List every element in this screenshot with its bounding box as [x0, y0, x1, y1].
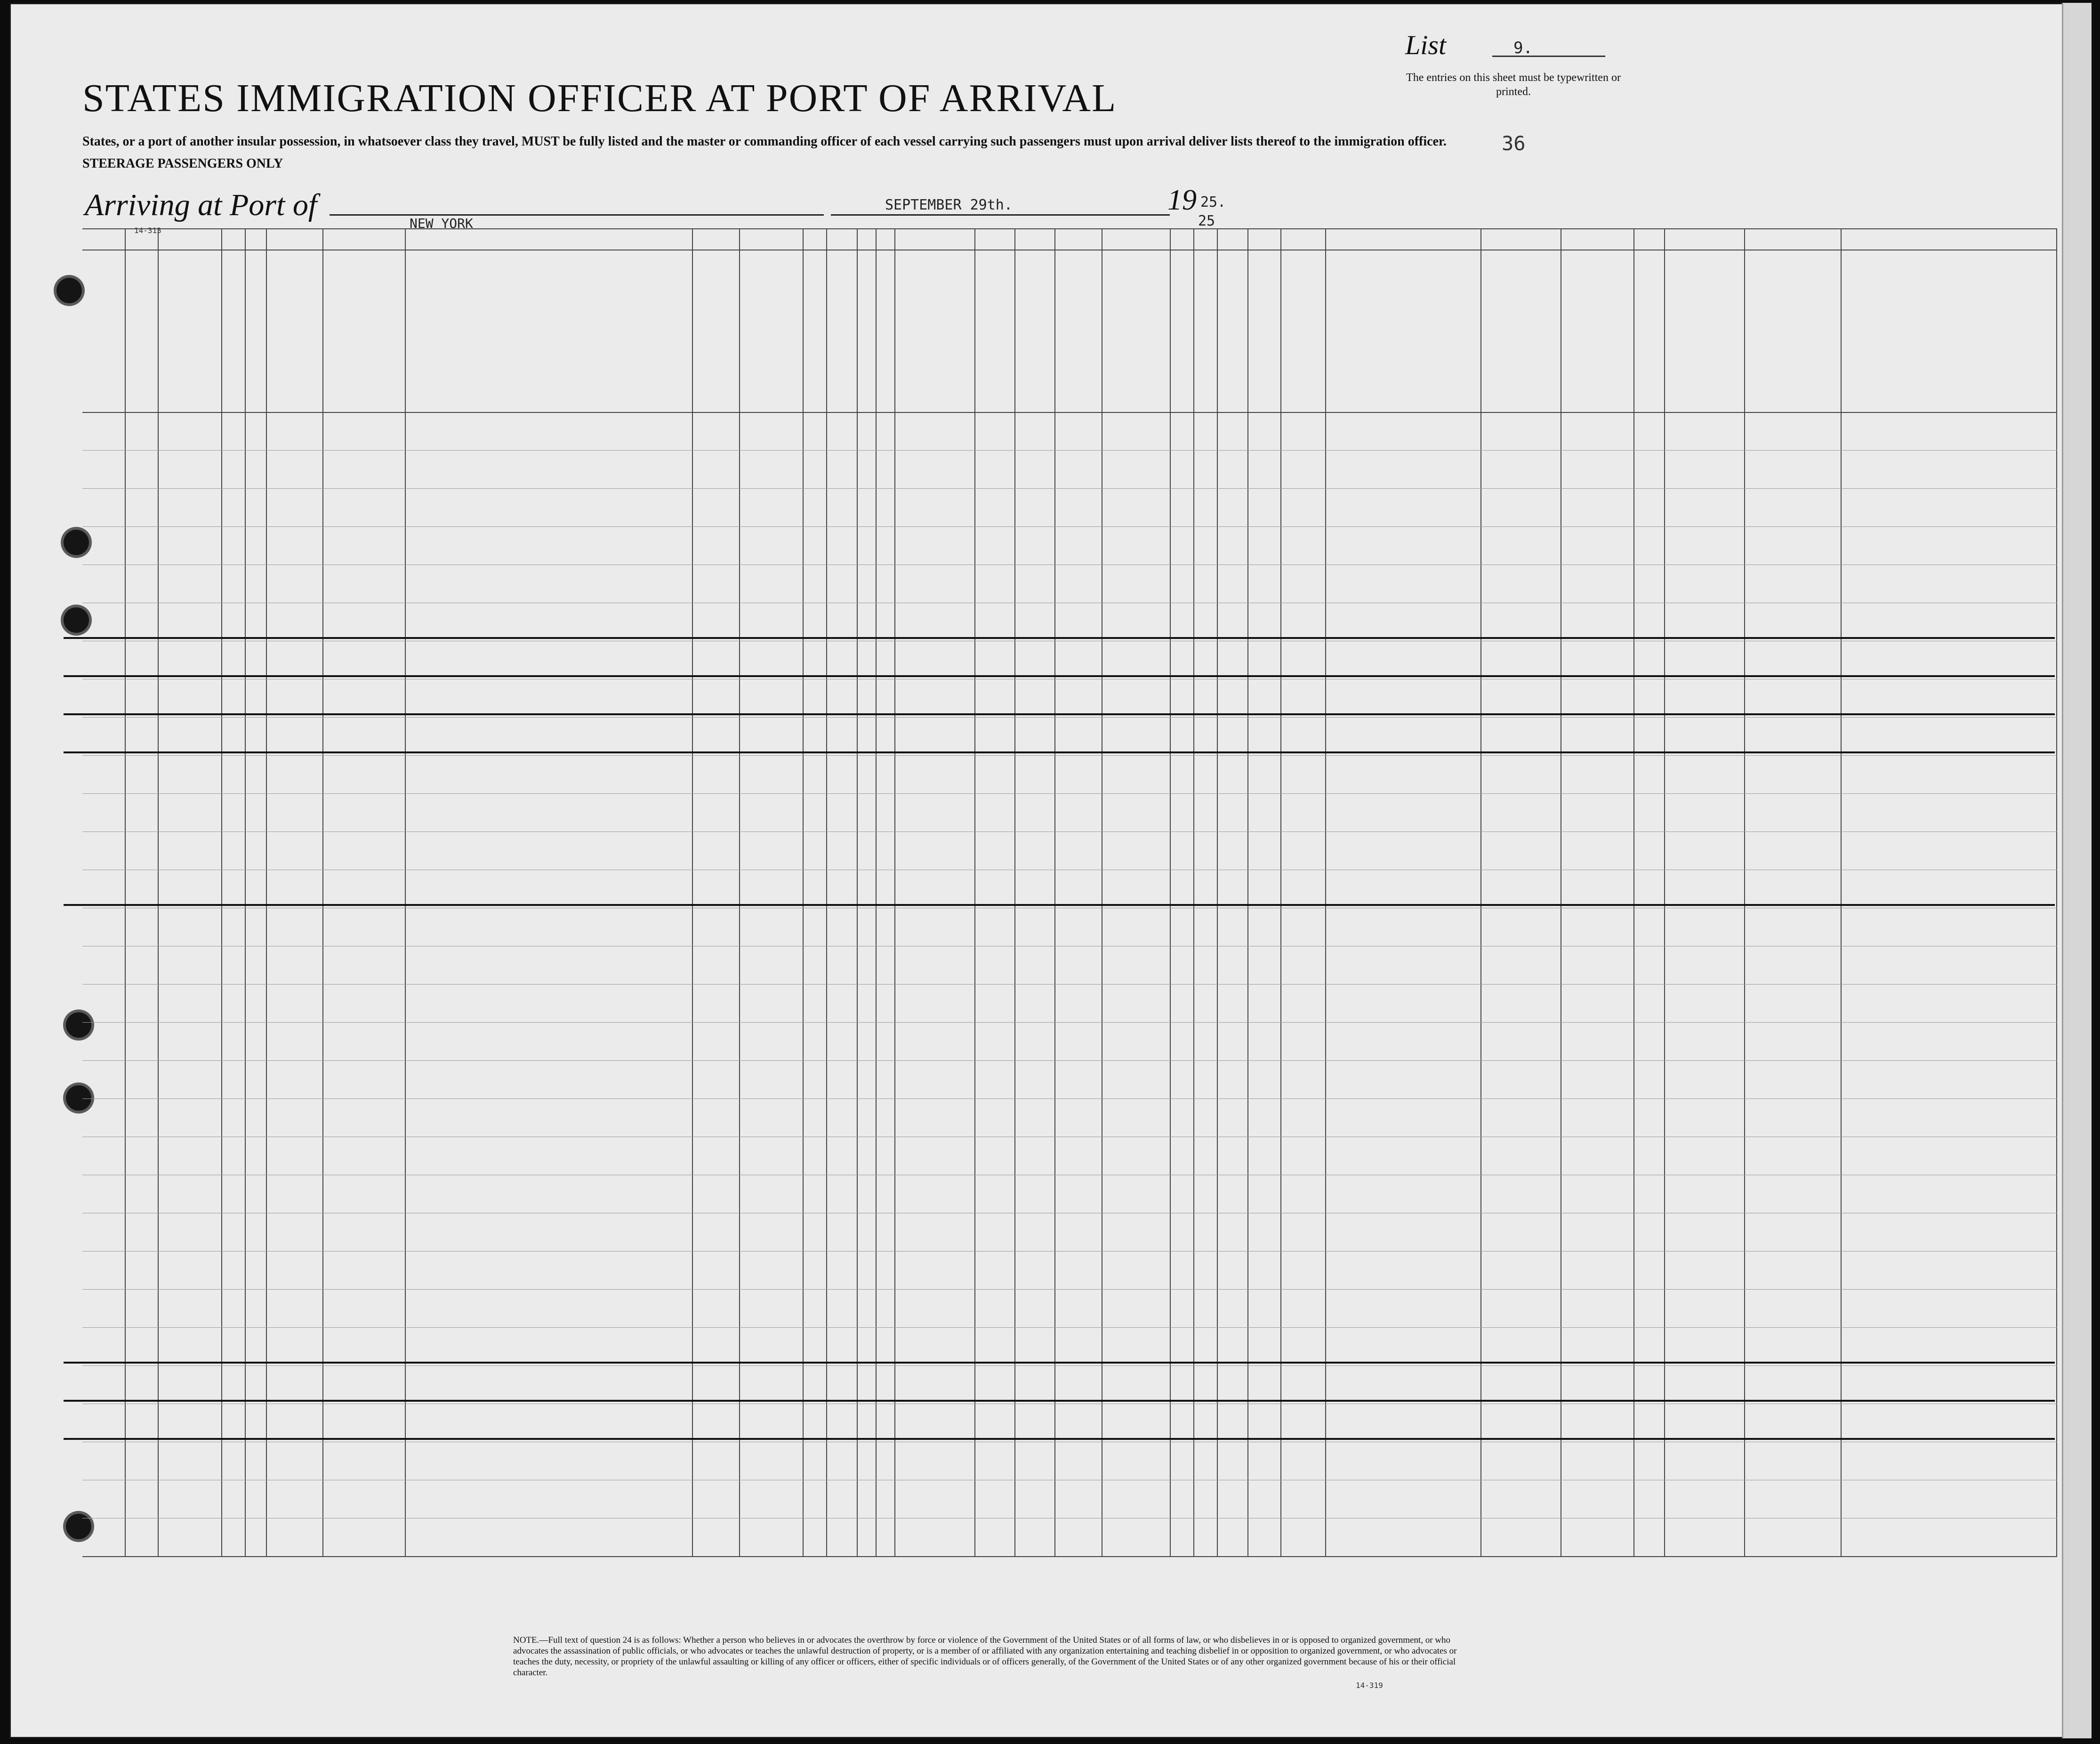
col-overthrow-header: [898, 252, 974, 407]
column-rule: [876, 228, 877, 1556]
row-rule: [82, 793, 2057, 794]
column-rule: [803, 228, 804, 1556]
column-rule: [125, 228, 126, 1556]
column-rule: [266, 228, 267, 1556]
col-height-inches: [1197, 252, 1216, 407]
col-ticket-header: [129, 252, 157, 407]
manifest-table: [82, 228, 2057, 1627]
column-rule: [1633, 228, 1634, 1556]
arrival-date: SEPTEMBER 29th.: [885, 197, 1013, 213]
year-prefix: 19: [1167, 184, 1197, 216]
row-rule: [82, 1022, 2057, 1023]
form-code: 14-313: [134, 226, 161, 235]
sheet-stamp: 36: [1502, 132, 1526, 155]
row-rule: [82, 755, 2057, 756]
row-rule: [82, 450, 2057, 451]
strike-through-line: [64, 751, 2055, 753]
column-rule: [2056, 228, 2057, 1556]
page-title: STATES IMMIGRATION OFFICER AT PORT OF ARRIVAL: [82, 76, 1117, 120]
column-rule: [1841, 228, 1842, 1556]
column-rule: [1280, 228, 1281, 1556]
col-deported-header: [1018, 252, 1054, 407]
row-rule: [82, 488, 2057, 489]
column-rule: [1664, 228, 1665, 1556]
list-number: 9.: [1513, 39, 1533, 57]
column-rule: [1217, 228, 1218, 1556]
strike-through-line: [64, 637, 2055, 639]
strike-through-line: [64, 1400, 2055, 1402]
row-rule: [82, 1327, 2057, 1328]
footnote: NOTE.—Full text of question 24 is as follows: Whether a person who believes in or advocates the overthrow by force or violence of the Government of the United States or of all forms of law, or who disbelieves in or is opposed to organized government, or who advocates the assassination of public officials, or who advocates or teaches the unlawful destruction of property, or is a member of or affiliated with any organization entertaining and teaching disbelief in or opposition to organized government, or who advocates or teaches the duty, necessity, or propriety of the unlawful assaulting or killing of any officer or officers, either of specific individuals or of officers generally, of the Government of the United States or of any other organized government because of his or their official character.: [513, 1635, 1457, 1678]
col-return-header: [696, 252, 738, 407]
column-rule: [221, 228, 222, 1556]
row-rule: [82, 984, 2057, 985]
col-money-header: [225, 252, 244, 407]
punch-hole: [56, 278, 82, 303]
typewritten-notice: The entries on this sheet must be typewritten or printed.: [1406, 72, 1621, 98]
column-rule: [1014, 228, 1015, 1556]
row-rule: [82, 1060, 2057, 1061]
instruction-text: States, or a port of another insular possession, in whatsoever class they travel, MUST be fully listed and the master or commanding officer of each vessel carrying such passengers must upon arrival deliver lists thereof to the immigration officer.: [82, 134, 1447, 149]
column-rule: [739, 228, 740, 1556]
column-rule: [1744, 228, 1745, 1556]
header-top-rule: [82, 228, 2057, 229]
strike-through-line: [64, 1362, 2055, 1364]
port-underline: [330, 214, 824, 216]
column-rule: [245, 228, 246, 1556]
column-rule: [405, 228, 406, 1556]
strike-through-line: [64, 675, 2055, 677]
strike-through-line: [64, 1438, 2055, 1440]
column-rule: [1325, 228, 1326, 1556]
sheet-edge: [2062, 3, 2092, 1738]
col-labor-offer-header: [978, 252, 1014, 407]
column-rule: [692, 228, 693, 1556]
row-rule: [82, 526, 2057, 527]
strike-through-line: [64, 713, 2055, 715]
row-rule: [82, 1365, 2057, 1366]
column-rule: [857, 228, 858, 1556]
arriving-label: Arriving at Port of: [85, 188, 317, 222]
column-rule: [1170, 228, 1171, 1556]
footer-code: 14-319: [1356, 1681, 1383, 1690]
column-rule: [826, 228, 827, 1556]
column-rule: [158, 228, 159, 1556]
col-length-header: [743, 252, 802, 407]
column-rule: [1480, 228, 1481, 1556]
strike-through-line: [64, 904, 2055, 906]
col-prison-header: [830, 252, 856, 407]
col-citizen-header: [806, 252, 825, 407]
list-underline: [1492, 56, 1605, 57]
table-bottom-rule: [82, 1556, 2057, 1557]
column-rule: [894, 228, 895, 1556]
header-bottom-rule: [82, 412, 2057, 413]
column-rule: [322, 228, 323, 1556]
column-rule: [1247, 228, 1248, 1556]
arrival-port: NEW YORK: [410, 216, 473, 231]
row-rule: [82, 1289, 2057, 1290]
row-rule: [82, 1098, 2057, 1099]
col-height-feet: [1174, 252, 1192, 407]
row-rule: [82, 717, 2057, 718]
column-rule: [1054, 228, 1055, 1556]
column-rule: [1193, 228, 1194, 1556]
year-suffix-below: 25: [1198, 213, 1215, 229]
date-underline: [831, 214, 1170, 216]
list-label: List: [1405, 30, 1447, 60]
passenger-class: STEERAGE PASSENGERS ONLY: [82, 156, 283, 171]
col-anarchist-header: [879, 252, 893, 407]
year-suffix: 25.: [1200, 194, 1226, 210]
col-polygamist-header: [861, 252, 875, 407]
column-rule: [974, 228, 975, 1556]
